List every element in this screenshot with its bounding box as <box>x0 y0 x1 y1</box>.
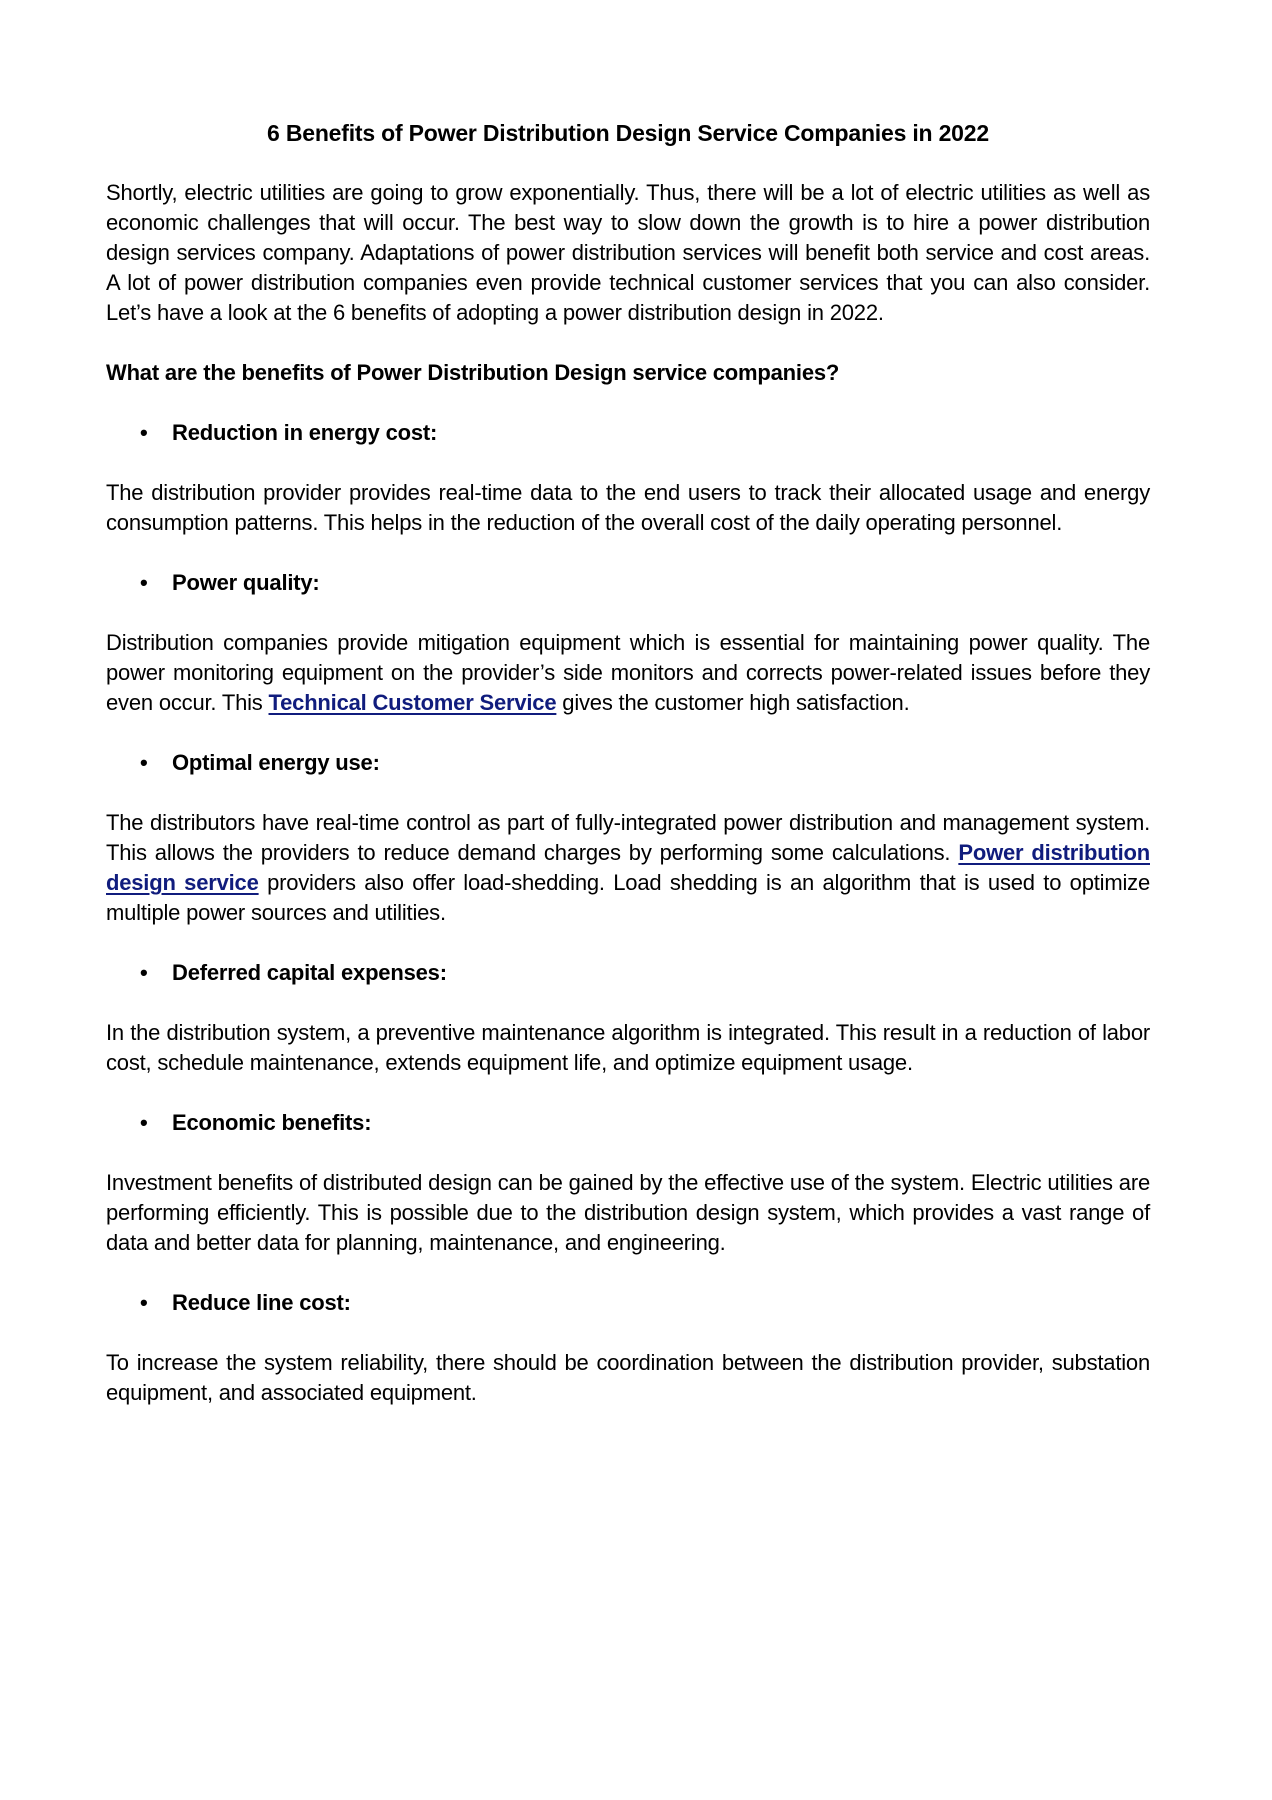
bullet-label: Economic benefits: <box>172 1110 372 1135</box>
bullet-power-quality <box>106 568 1150 598</box>
paragraph-text-after-link: gives the customer high satisfaction. <box>556 690 910 715</box>
bullet-optimal-energy-use <box>106 748 1150 778</box>
bullet-label: Deferred capital expenses: <box>172 960 447 985</box>
technical-customer-service-link[interactable]: Technical Customer Service <box>268 690 557 715</box>
bullet-economic-benefits <box>106 1108 1150 1138</box>
optimal-energy-use-paragraph <box>106 808 1150 928</box>
bullet-reduce-line-cost <box>106 1288 1150 1318</box>
bullet-label: Reduce line cost: <box>172 1290 351 1315</box>
bullet-label: Power quality: <box>172 570 320 595</box>
paragraph-text-before-link: Distribution companies provide mitigation equipment which is essential for maintaining power quality. The power monitoring equipment on the provider’s side monitors and corrects power-related issues before they even occur. This <box>106 630 1150 715</box>
bullet-deferred-capital-expenses <box>106 958 1150 988</box>
document-title: 6 Benefits of Power Distribution Design Service Companies in 2022 <box>267 120 989 146</box>
power-quality-paragraph <box>106 628 1150 718</box>
intro-paragraph: Shortly, electric utilities are going to grow exponentially. Thus, there will be a lot of electric utilities as well as economic challenges that will occur. The best way to slow down the growth is to hire a power distribution design services company. Adaptations of power distribution services will benefit both service and cost areas. A lot of power distribution companies even provide technical customer services that you can also consider. Let’s have a look at the 6 benefits of adopting a power distribution design in 2022. <box>106 180 1150 325</box>
bullet-icon: • <box>140 570 148 595</box>
paragraph-text-before-link: The distributors have real-time control as part of fully-integrated power distribution and management system. This allows the providers to reduce demand charges by performing some calculations. <box>106 810 1150 865</box>
economic-benefits-paragraph: Investment benefits of distributed design can be gained by the effective use of the system. Electric utilities are performing efficiently. This is possible due to the distribution design system, which provides a vast range of data and better data for planning, maintenance, and engineering. <box>106 1170 1150 1255</box>
bullet-icon: • <box>140 960 148 985</box>
reduce-line-cost-paragraph: To increase the system reliability, there should be coordination between the distribution provider, substation equipment, and associated equipment. <box>106 1350 1150 1405</box>
deferred-capital-expenses-paragraph: In the distribution system, a preventive maintenance algorithm is integrated. This result in a reduction of labor cost, schedule maintenance, extends equipment life, and optimize equipment usage. <box>106 1020 1150 1075</box>
bullet-icon: • <box>140 1290 148 1315</box>
bullet-icon: • <box>140 1110 148 1135</box>
power-distribution-design-service-link[interactable]: Power distribution design service <box>106 840 1150 895</box>
bullet-icon: • <box>140 750 148 775</box>
reduction-in-energy-cost-paragraph: The distribution provider provides real-time data to the end users to track their allocated usage and energy consumption patterns. This helps in the reduction of the overall cost of the daily operating personnel. <box>106 480 1150 535</box>
bullet-label: Optimal energy use: <box>172 750 380 775</box>
paragraph-text-after-link: providers also offer load-shedding. Load shedding is an algorithm that is used to optimize multiple power sources and utilities. <box>106 870 1150 925</box>
bullet-reduction-in-energy-cost <box>106 418 1150 448</box>
bullet-icon: • <box>140 420 148 445</box>
question-heading: What are the benefits of Power Distribution Design service companies? <box>106 360 840 385</box>
bullet-label: Reduction in energy cost: <box>172 420 438 445</box>
